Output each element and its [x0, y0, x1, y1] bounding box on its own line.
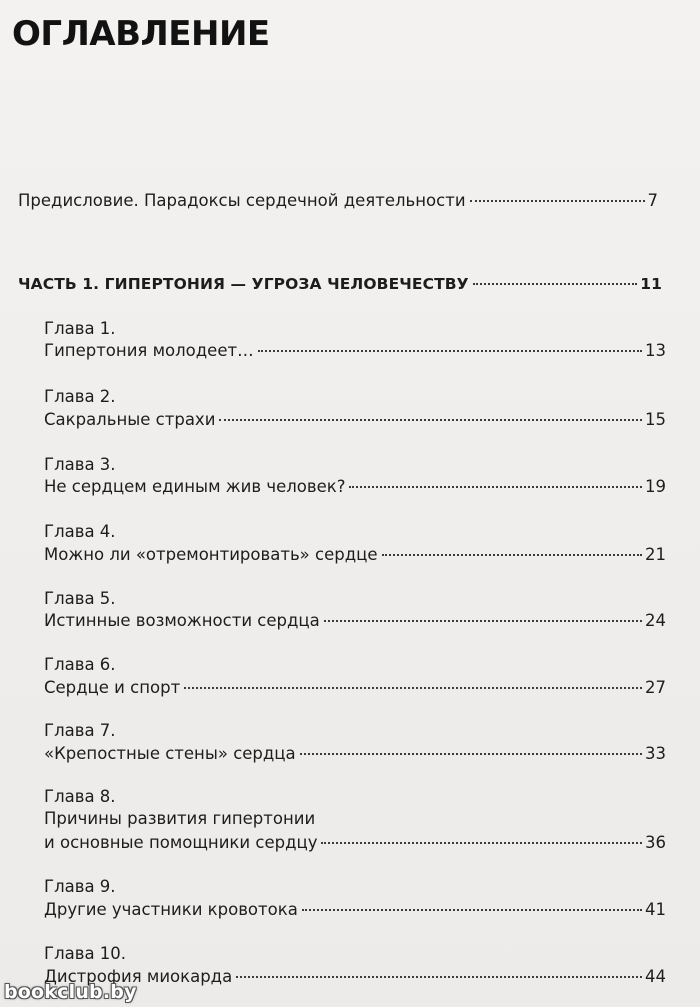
- site-watermark: bookclub.by: [4, 981, 137, 1003]
- toc-entry-title: Гипертония молодеет…: [44, 341, 254, 360]
- toc-entry-title: Сердце и спорт: [44, 678, 181, 697]
- dot-leader: [219, 419, 642, 421]
- toc-entry-title: Истинные возможности сердца: [44, 611, 320, 630]
- toc-entry-title: и основные помощники сердцу: [44, 833, 318, 852]
- chapter-label: Глава 4.: [44, 522, 116, 541]
- toc-page-number: 41: [645, 900, 666, 919]
- chapter-label: Глава 7.: [44, 721, 116, 740]
- dot-leader: [300, 753, 642, 755]
- toc-entry-title: Предисловие. Парадоксы сердечной деятельности: [18, 191, 466, 210]
- toc-entry-title: «Крепостные стены» сердца: [44, 744, 296, 763]
- chapter-label: Глава 2.: [44, 387, 116, 406]
- toc-entry-title: Не сердцем единым жив человек?: [44, 477, 346, 496]
- toc-page-number: 44: [645, 967, 666, 986]
- dot-leader: [236, 976, 642, 978]
- toc-entry-preface[interactable]: [18, 190, 658, 212]
- toc-heading: ОГЛАВЛЕНИЕ: [12, 14, 270, 54]
- toc-entry-chapter-6[interactable]: [44, 677, 666, 699]
- toc-entry-chapter-10[interactable]: [44, 966, 666, 988]
- toc-entry-chapter-7[interactable]: [44, 743, 666, 765]
- toc-entry-chapter-3[interactable]: [44, 476, 666, 498]
- toc-entry-chapter-2[interactable]: [44, 409, 666, 431]
- toc-page-number: 15: [645, 410, 666, 429]
- toc-page-number: 13: [645, 341, 666, 360]
- toc-entry-chapter-4[interactable]: [44, 544, 666, 566]
- toc-entry-chapter-9[interactable]: [44, 899, 666, 921]
- toc-page-number: 24: [645, 611, 666, 630]
- dot-leader: [258, 350, 642, 352]
- chapter-label: Глава 1.: [44, 319, 116, 338]
- toc-page-number: 11: [640, 275, 662, 293]
- chapter-label: Глава 10.: [44, 944, 127, 963]
- dot-leader: [302, 909, 642, 911]
- toc-entry-chapter-1[interactable]: [44, 340, 666, 362]
- toc-page-number: 7: [647, 191, 658, 210]
- toc-entry-title: Другие участники кровотока: [44, 900, 298, 919]
- toc-entry-title: Можно ли «отремонтировать» сердце: [44, 545, 378, 564]
- toc-entry-chapter-5[interactable]: [44, 610, 666, 632]
- chapter-label: Глава 5.: [44, 589, 116, 608]
- toc-page-number: 19: [645, 477, 666, 496]
- toc-page-number: 36: [645, 833, 666, 852]
- chapter-label: Глава 6.: [44, 655, 116, 674]
- chapter-label: Глава 3.: [44, 455, 116, 474]
- dot-leader: [473, 283, 638, 285]
- dot-leader: [470, 200, 645, 202]
- toc-part-title: ЧАСТЬ 1. ГИПЕРТОНИЯ — УГРОЗА ЧЕЛОВЕЧЕСТВУ: [18, 275, 469, 293]
- toc-entry-title: Сакральные страхи: [44, 410, 216, 429]
- dot-leader: [184, 687, 642, 689]
- dot-leader: [349, 486, 642, 488]
- dot-leader: [382, 554, 643, 556]
- toc-entry-title: Дистрофия миокарда: [44, 967, 233, 986]
- toc-entry-title-line-1: Причины развития гипертонии: [44, 809, 316, 828]
- toc-page-number: 21: [645, 545, 666, 564]
- toc-page-number: 27: [645, 678, 666, 697]
- toc-page-number: 33: [645, 744, 666, 763]
- chapter-label: Глава 8.: [44, 787, 116, 806]
- chapter-label: Глава 9.: [44, 877, 116, 896]
- toc-entry-chapter-8[interactable]: [44, 832, 666, 854]
- dot-leader: [321, 842, 642, 844]
- dot-leader: [324, 620, 642, 622]
- toc-entry-part-1[interactable]: [18, 273, 662, 295]
